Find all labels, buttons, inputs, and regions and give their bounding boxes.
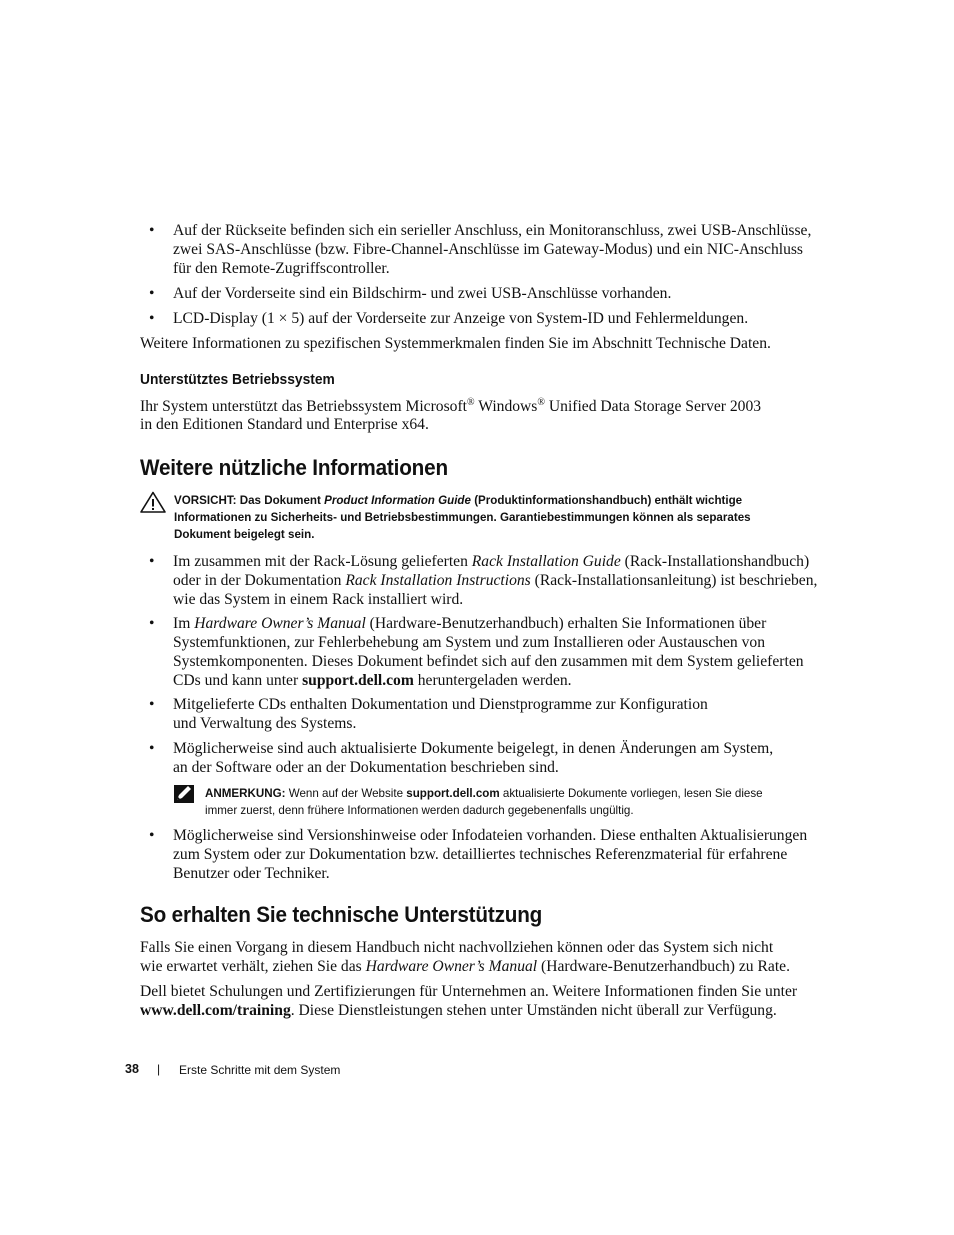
info-item-owners-manual: Im Hardware Owner’s Manual (Hardware-Benutzerhandbuch) erhalten Sie Informationen über Systemfunktionen, zur Fehlerbehebung am System und zum Installieren oder Austauschen von Systemkomponenten. Dieses Dokument befindet sich auf den zusammen mit dem System gelieferten CDs und kann unter support.dell.com heruntergeladen werden. xyxy=(173,615,804,689)
os-paragraph-line1: Ihr System unterstützt das Betriebssystem Microsoft® Windows® Unified Data Storage Server 2003 xyxy=(140,397,762,415)
bullet-marker: • xyxy=(149,696,155,713)
bullet-marker: • xyxy=(149,615,155,632)
caution-triangle-icon xyxy=(140,491,166,513)
support-link[interactable]: support.dell.com xyxy=(302,672,414,689)
note-text: ANMERKUNG: Wenn auf der Website support.dell.com aktualisierte Dokumente vorliegen, lesen Sie diese immer zuerst, denn frühere Informationen werden dadurch gegebenenfalls ungültig. xyxy=(205,787,763,817)
feature-item-front-ports: Auf der Vorderseite sind ein Bildschirm- und zwei USB-Anschlüsse vorhanden. xyxy=(173,285,672,302)
bullet-marker: • xyxy=(149,740,155,757)
os-paragraph-line2: in den Editionen Standard und Enterprise x64. xyxy=(140,416,429,433)
caution-text: VORSICHT: Das Dokument Product Information Guide (Produktinformationshandbuch) enthält wichtige Informationen zu Sicherheits- und Betriebsbestimmungen. Garantiebestimmungen können als separates Dokument beigelegt sein. xyxy=(174,494,751,541)
bullet-marker: • xyxy=(149,827,155,844)
features-paragraph: Weitere Informationen zu spezifischen Systemmerkmalen finden Sie im Abschnitt Technische Daten. xyxy=(140,335,771,352)
note-pencil-icon xyxy=(173,784,195,804)
support-section-heading: So erhalten Sie technische Unterstützung xyxy=(140,902,543,927)
footer-separator: | xyxy=(157,1062,161,1076)
info-section-heading: Weitere nützliche Informationen xyxy=(140,455,448,480)
note-support-link[interactable]: support.dell.com xyxy=(406,787,500,800)
support-paragraph-1: Falls Sie einen Vorgang in diesem Handbuch nicht nachvollziehen können oder das System sich nicht wie erwartet verhält, ziehen Sie das Hardware Owner’s Manual (Hardware-Benutzerhandbuch) zu Rate. xyxy=(140,939,790,975)
feature-item-rear-ports: Auf der Rückseite befinden sich ein serieller Anschluss, ein Monitoranschluss, zwei USB-Anschlüsse, zwei SAS-Anschlüsse (bzw. Fibre-Channel-Anschlüsse im Gateway-Modus) und ein NIC-Anschluss für den Remote-Zugriffscontroller. xyxy=(173,222,812,277)
bullet-marker: • xyxy=(149,553,155,570)
info-item-release-notes: Möglicherweise sind Versionshinweise oder Infodateien vorhanden. Diese enthalten Aktualisierungen zum System oder zur Dokumentation bzw. detailliertes technisches Referenzmaterial für erfahrene Benutzer oder Techniker. xyxy=(173,827,808,882)
bullet-marker: • xyxy=(149,222,155,239)
feature-item-lcd: LCD-Display (1 × 5) auf der Vorderseite zur Anzeige von System-ID und Fehlermeldungen. xyxy=(173,310,749,327)
bullet-marker: • xyxy=(149,285,155,302)
bullet-marker: • xyxy=(149,310,155,327)
os-section-heading: Unterstütztes Betriebssystem xyxy=(140,371,335,388)
support-paragraph-2: Dell bietet Schulungen und Zertifizierungen für Unternehmen an. Weitere Informationen finden Sie unter www.dell.com/training. Diese Dienstleistungen stehen unter Umständen nicht überall zur Verfügung. xyxy=(140,983,798,1019)
footer-title: Erste Schritte mit dem System xyxy=(179,1063,341,1077)
info-item-updates: Möglicherweise sind auch aktualisierte Dokumente beigelegt, in denen Änderungen am System, an der Software oder an der Dokumentation beschrieben sind. xyxy=(173,740,774,776)
info-item-rack: Im zusammen mit der Rack-Lösung gelieferten Rack Installation Guide (Rack-Installationshandbuch) oder in der Dokumentation Rack Installation Instructions (Rack-Installationsanleitung) ist beschrieben, wie das System in einem Rack installiert wird. xyxy=(173,553,818,608)
info-item-cds: Mitgelieferte CDs enthalten Dokumentation und Dienstprogramme zur Konfiguration und Verwaltung des Systems. xyxy=(173,696,708,732)
page-number: 38 xyxy=(125,1062,139,1076)
training-link[interactable]: www.dell.com/training xyxy=(140,1002,291,1019)
